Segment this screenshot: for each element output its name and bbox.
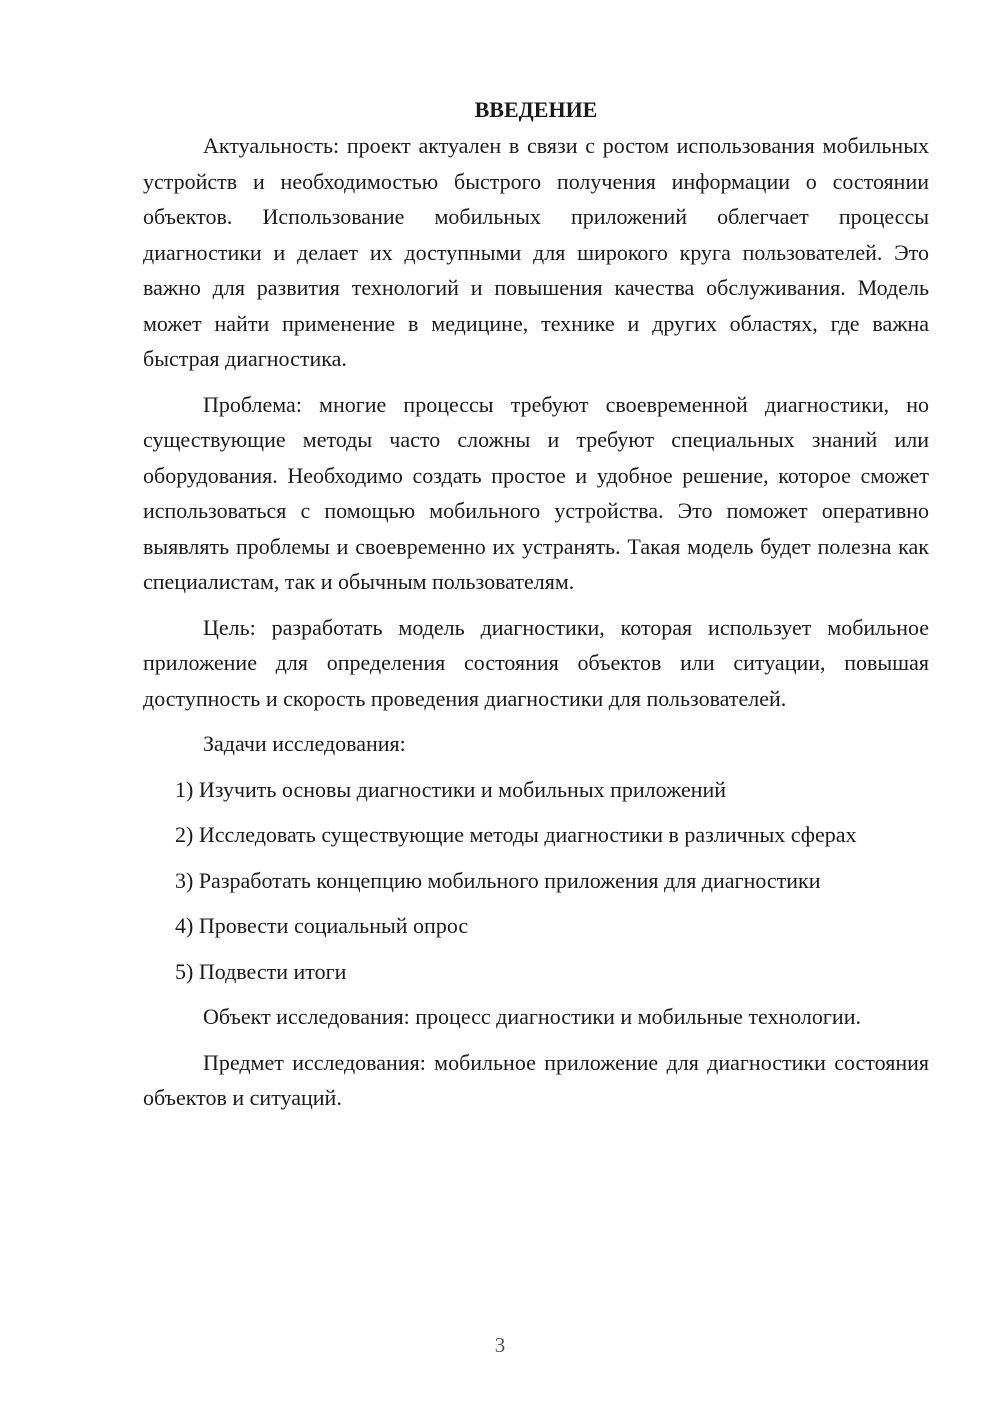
task-item-2: 2) Исследовать существующие методы диагностики в различных сферах [175,822,857,847]
document-page [143,92,929,1126]
page-title: ВВЕДЕНИЕ [474,97,598,122]
paragraph-subject: Предмет исследования: мобильное приложение для диагностики состояния объектов и ситуаций. [143,1049,929,1110]
task-item-4: 4) Провести социальный опрос [175,913,469,938]
paragraph-object: Объект исследования: процесс диагностики и мобильные технологии. [203,1004,861,1029]
task-item-3: 3) Разработать концепцию мобильного приложения для диагностики [175,867,821,893]
page-number: 3 [494,1333,506,1357]
task-item-5: 5) Подвести итоги [175,958,347,984]
paragraph-relevance: Актуальность: проект актуален в связи с ростом использования мобильных устройств и необходимостью быстрого получения информации о состоянии объектов. Использование мобильных приложений облегчает процессы диагностики и делает их доступными для широкого круга пользователей. Это важно для развития технологий и повышения качества обслуживания. Модель может найти применение в медицине, технике и других областях, где важна быстрая диагностика. [143,133,929,371]
paragraph-problem: Проблема: многие процессы требуют своевременной диагностики, но существующие методы часто сложны и требуют специальных знаний или оборудования. Необходимо создать простое и удобное решение, которое сможет использоваться с помощью мобильного устройства. Это поможет оперативно выявлять проблемы и своевременно их устранять. Такая модель будет полезна как специалистам, так и обычным пользователям. [143,391,929,594]
tasks-heading: Задачи исследования: [203,731,406,756]
paragraph-goal: Цель: разработать модель диагностики, которая использует мобильное приложение для определения состояния объектов или ситуации, повышая доступность и скорость проведения диагностики для пользователей. [143,614,929,711]
task-item-1: 1) Изучить основы диагностики и мобильных приложений [175,776,727,802]
